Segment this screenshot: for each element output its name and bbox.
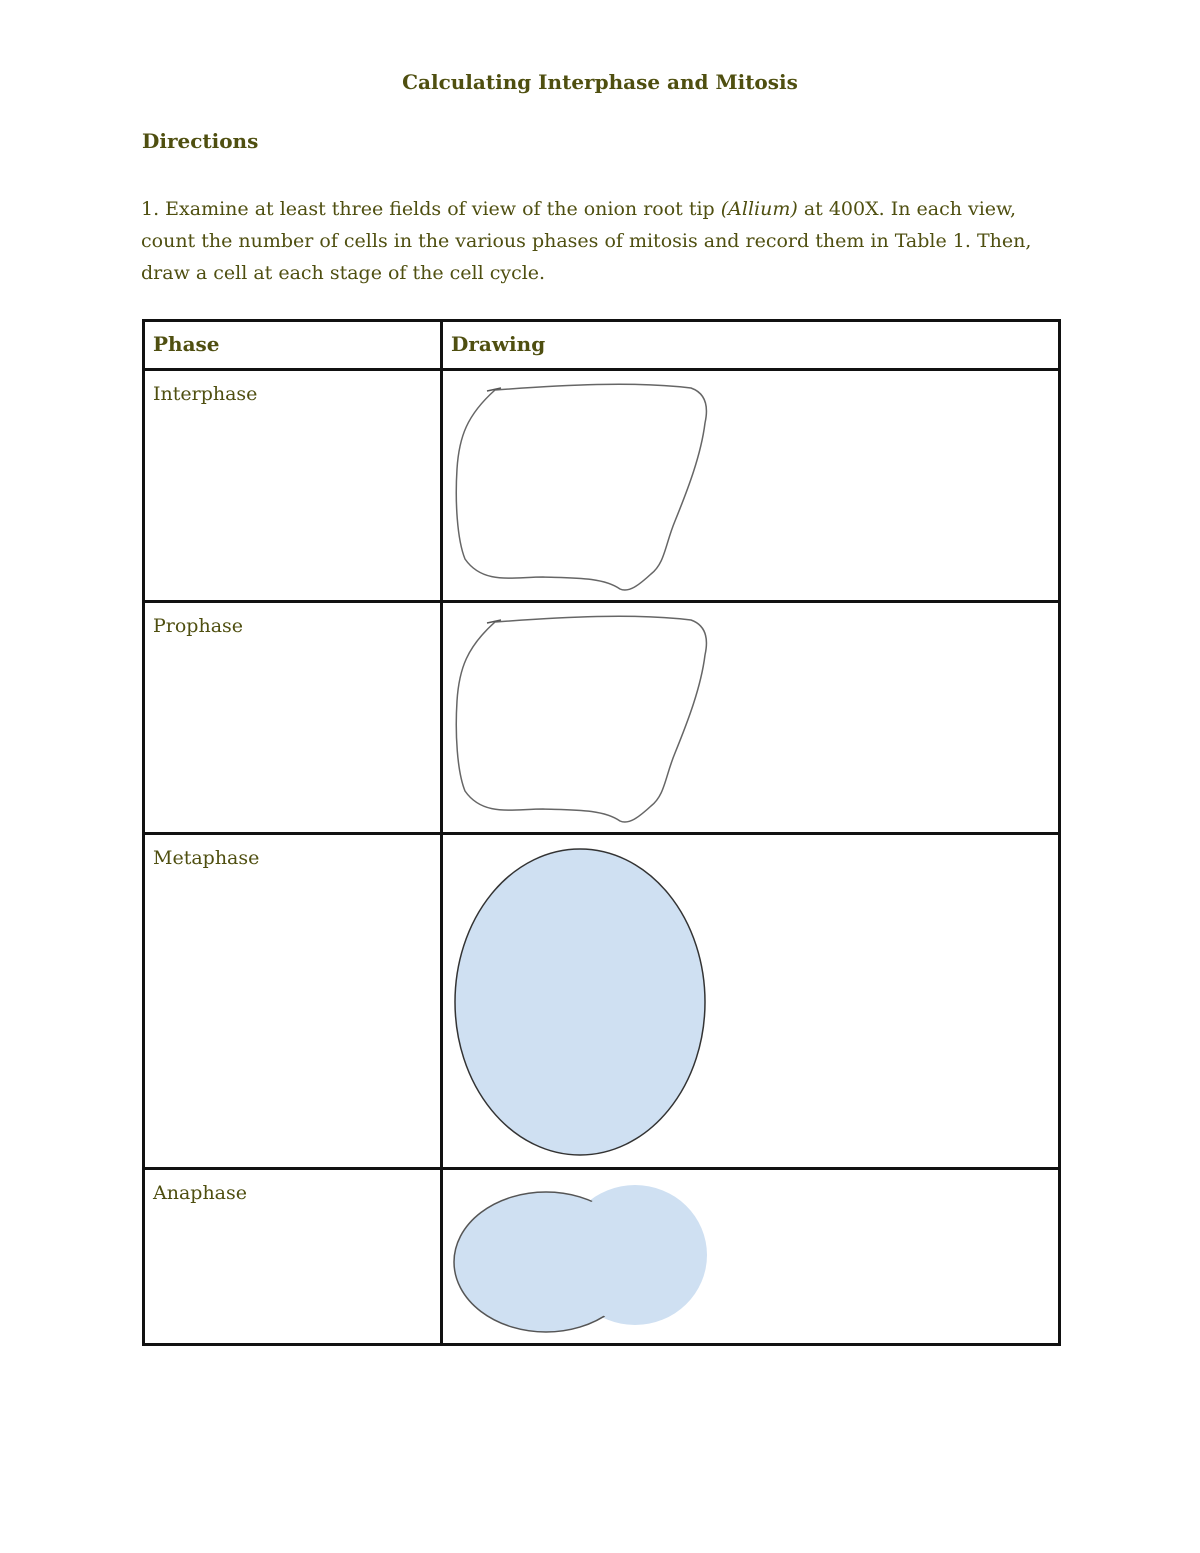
phase-label: Prophase [153,615,244,637]
phase-label: Metaphase [153,847,260,869]
phase-table [142,319,1061,1346]
instruction-prefix: 1. Examine at least three fields of view of the onion root tip [141,198,721,220]
table-row [144,370,1060,602]
drawing-cell[interactable] [442,834,1060,1169]
phase-cell [144,1169,442,1345]
table-row [144,834,1060,1169]
phase-label: Interphase [153,383,258,405]
drawing-cell[interactable] [442,1169,1060,1345]
header-phase: Phase [144,321,442,370]
interphase-drawing [443,371,743,603]
phase-label: Anaphase [153,1182,248,1204]
instruction-paragraph [141,193,1041,289]
header-drawing: Drawing [442,321,1060,370]
table-header-row [144,321,1060,370]
table-row [144,602,1060,834]
page-title: Calculating Interphase and Mitosis [402,70,798,94]
drawing-cell[interactable] [442,602,1060,834]
table-row [144,1169,1060,1345]
section-heading: Directions [142,129,259,153]
phase-cell [144,602,442,834]
drawing-cell[interactable] [442,370,1060,602]
prophase-drawing [443,603,743,835]
instruction-italic: (Allium) [720,198,798,220]
instruction-suffix: at 400X. In each view, count the number of cells in the various phases of mitosis and record them in Table 1. Then, draw a cell at each stage of the cell cycle. [141,198,1032,284]
metaphase-drawing [443,835,743,1170]
phase-cell [144,834,442,1169]
anaphase-drawing [443,1170,743,1346]
phase-cell [144,370,442,602]
